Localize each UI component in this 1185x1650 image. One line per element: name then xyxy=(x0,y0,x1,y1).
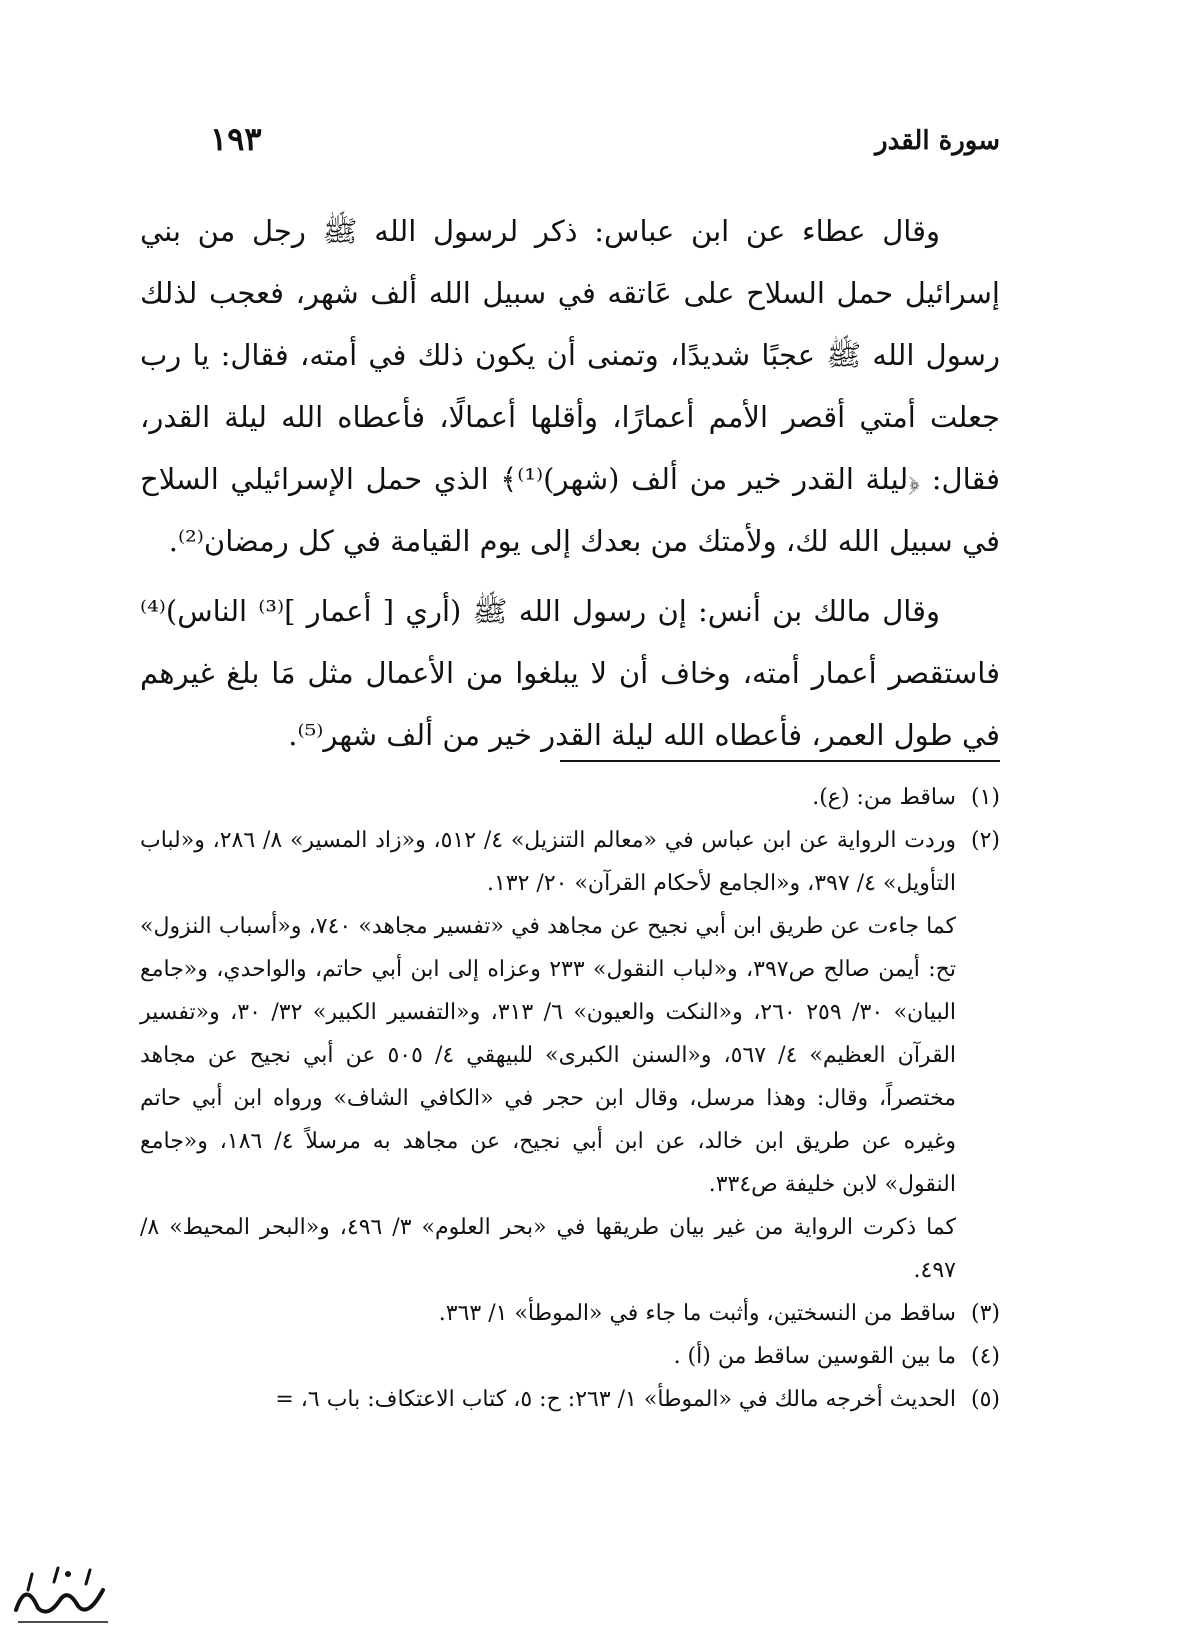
footnote-5 xyxy=(140,1378,1000,1421)
paragraph: وقال مالك بن أنس: إن رسول الله ﷺ (أري [ أعمار ]⁽³⁾ الناس)⁽⁴⁾ فاستقصر أعمار أمته، وخاف أن لا يبلغوا من الأعمال مثل مَا بلغ غيرهم في طول العمر، فأعطاه الله ليلة القدر خير من ألف شهر⁽⁵⁾. xyxy=(140,594,1000,752)
footnote-text: ساقط من: (ع). xyxy=(812,785,956,810)
paragraph: وقال عطاء عن ابن عباس: ذكر لرسول الله ﷺ رجل من بني إسرائيل حمل السلاح على عَاتقه في سبيل الله ألف شهر، فعجب لذلك رسول الله ﷺ عجبًا شديدًا، وتمنى أن يكون ذلك في أمته، فقال: يا رب جعلت أمتي أقصر الأمم أعمارًا، وأقلها أعمالًا، فأعطاه الله ليلة القدر، فقال: ﴿ليلة القدر خير من ألف (شهر)⁽¹⁾﴾ الذي حمل الإسرائيلي السلاح في سبيل الله لك، ولأمتك من بعدك إلى يوم القيامة في كل رمضان⁽²⁾. xyxy=(140,214,1000,558)
footnote-text: الحديث أخرجه مالك في «الموطأ» ١/ ٢٦٣: ح: ٥، كتاب الاعتكاف: باب ٦، = xyxy=(275,1387,956,1412)
footnote-number: (٢) xyxy=(970,828,1000,853)
footnote-2 xyxy=(140,819,1000,1292)
footnote-text: كما ذكرت الرواية من غير بيان طريقها في «بحر العلوم» ٣/ ٤٩٦، و«البحر المحيط» ٨/ ٤٩٧. xyxy=(140,1215,957,1283)
main-text xyxy=(140,200,1000,766)
footnote-number: (١) xyxy=(970,785,1000,810)
page-number: ١٩٣ xyxy=(210,120,262,158)
library-logo-icon xyxy=(8,1560,118,1630)
footnote-3 xyxy=(140,1292,1000,1335)
footnote-number: (٣) xyxy=(970,1301,1000,1326)
footnote-text: كما جاءت عن طريق ابن أبي نجيح عن مجاهد في «تفسير مجاهد» ٧٤٠، و«أسباب النزول» تح: أيمن صالح ص٣٩٧، و«لباب النقول» ٢٣٣ وعزاه إلى ابن أبي حاتم، والواحدي، و«جامع البيان» ٣٠/ ٢٥٩ ٢٦٠، و«النكت والعيون» ٦/ ٣١٣، و«التفسير الكبير» ٣٢/ ٣٠، و«تفسير القرآن العظيم» ٤/ ٥٦٧، و«السنن الكبرى» للبيهقي ٤/ ٥٠٥ عن أبي نجيح عن مجاهد مختصراً، وقال: وهذا مرسل، وقال ابن حجر في «الكافي الشاف» ورواه ابن أبي حاتم وغيره عن طريق ابن خالد، عن ابن أبي نجيح، عن مجاهد به مرسلاً ٤/ ١٨٦، و«جامع النقول» لابن خليفة ص٣٣٤. xyxy=(140,914,957,1197)
footnote-text: ساقط من النسختين، وأثبت ما جاء في «الموطأ» ١/ ٣٦٣. xyxy=(438,1301,956,1326)
surah-title: سورة القدر xyxy=(875,126,1000,156)
footnote-text: وردت الرواية عن ابن عباس في «معالم التنزيل» ٤/ ٥١٢، و«زاد المسير» ٨/ ٢٨٦، و«لباب التأويل» ٤/ ٣٩٧، و«الجامع لأحكام القرآن» ٢٠/ ١٣٢. xyxy=(140,828,956,896)
footnote-number: (٤) xyxy=(970,1344,1000,1369)
footnotes xyxy=(140,776,1000,1421)
footnote-separator xyxy=(560,760,1000,762)
footnote-1 xyxy=(140,776,1000,819)
footnote-4 xyxy=(140,1335,1000,1378)
footnote-text: ما بين القوسين ساقط من (أ) . xyxy=(673,1344,956,1369)
page-header xyxy=(200,120,1000,170)
footnote-number: (٥) xyxy=(970,1387,1000,1412)
